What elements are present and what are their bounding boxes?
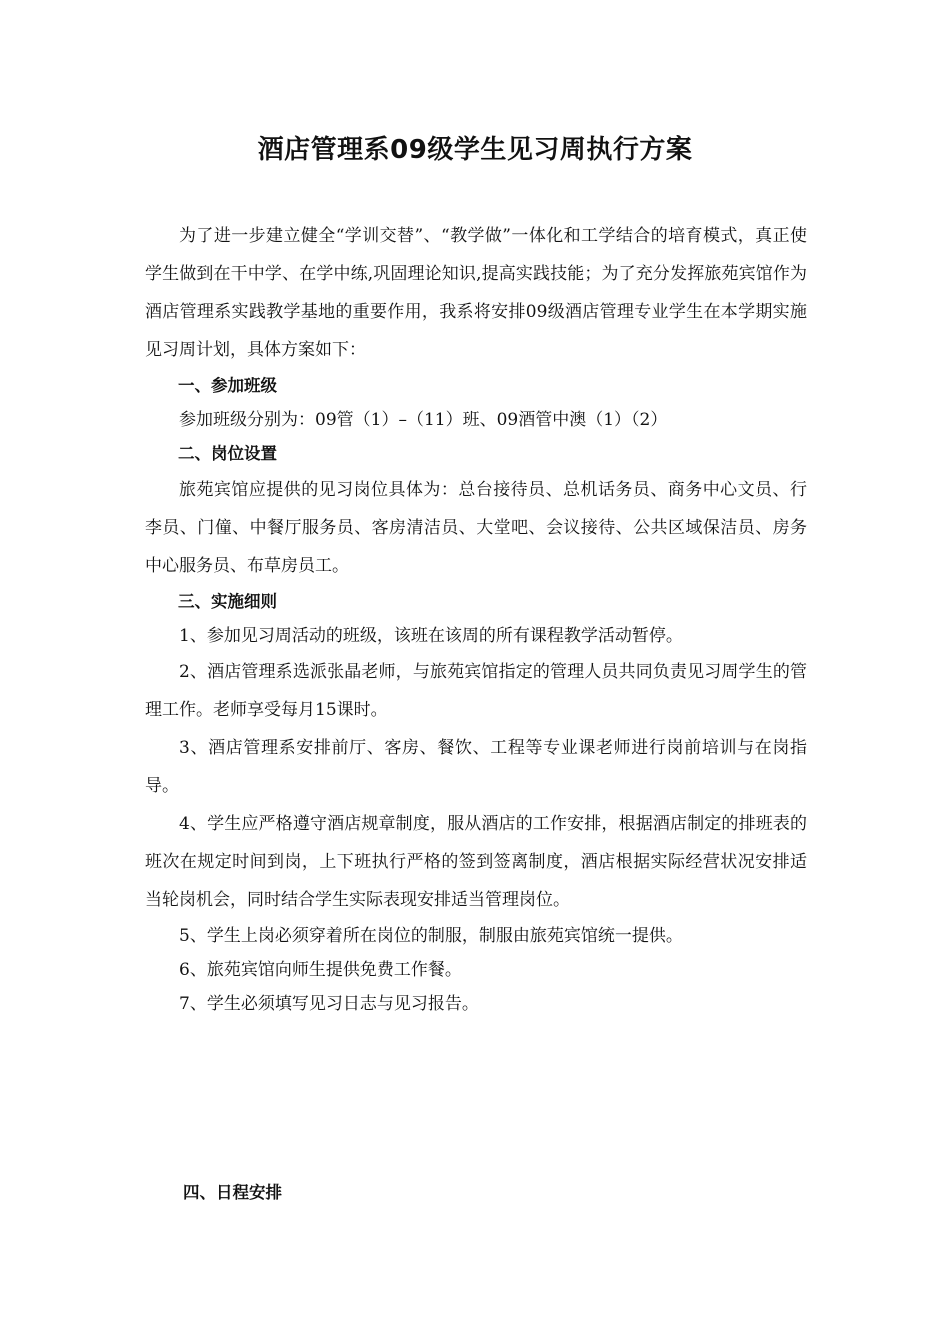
section-heading-classes: 一、参加班级: [178, 376, 277, 395]
intro-paragraph: 为了进一步建立健全“学训交替”、“教学做”一体化和工学结合的培育模式，真正使学生做到在干中学、在学中练,巩固理论知识,提高实践技能；为了充分发挥旅苑宾馆作为酒店管理系实践教学基地的重要作用，我系将安排09级酒店管理专业学生在本学期实施见习周计划，具体方案如下：: [145, 226, 807, 360]
section-heading-rules: 三、实施细则: [178, 592, 277, 611]
rule-item: 6、旅苑宾馆向师生提供免费工作餐。: [179, 960, 462, 980]
document-title: 酒店管理系09级学生见习周执行方案: [257, 135, 693, 165]
rule-item: 7、学生必须填写见习日志与见习报告。: [179, 994, 479, 1014]
classes-paragraph: 参加班级分别为：09管（1）–（11）班、09酒管中澳（1）（2）: [179, 410, 668, 430]
rule-item: 2、酒店管理系选派张晶老师，与旅苑宾馆指定的管理人员共同负责见习周学生的管理工作。老师享受每月15课时。: [145, 662, 807, 720]
section-heading-schedule: 四、日程安排: [183, 1183, 282, 1202]
rule-item: 5、学生上岗必须穿着所在岗位的制服，制服由旅苑宾馆统一提供。: [179, 926, 683, 946]
rule-item: 3、酒店管理系安排前厅、客房、餐饮、工程等专业课老师进行岗前培训与在岗指导。: [145, 738, 807, 796]
section-heading-positions: 二、岗位设置: [178, 444, 277, 463]
rule-item: 1、参加见习周活动的班级，该班在该周的所有课程教学活动暂停。: [179, 626, 683, 646]
positions-paragraph: 旅苑宾馆应提供的见习岗位具体为：总台接待员、总机话务员、商务中心文员、行李员、门僮、中餐厅服务员、客房清洁员、大堂吧、会议接待、公共区域保洁员、房务中心服务员、布草房员工。: [145, 480, 807, 576]
document-body: [145, 217, 807, 1021]
rule-item: 4、学生应严格遵守酒店规章制度，服从酒店的工作安排，根据酒店制定的排班表的班次在规定时间到岗，上下班执行严格的签到签离制度，酒店根据实际经营状况安排适当轮岗机会，同时结合学生实际表现安排适当管理岗位。: [145, 814, 807, 910]
